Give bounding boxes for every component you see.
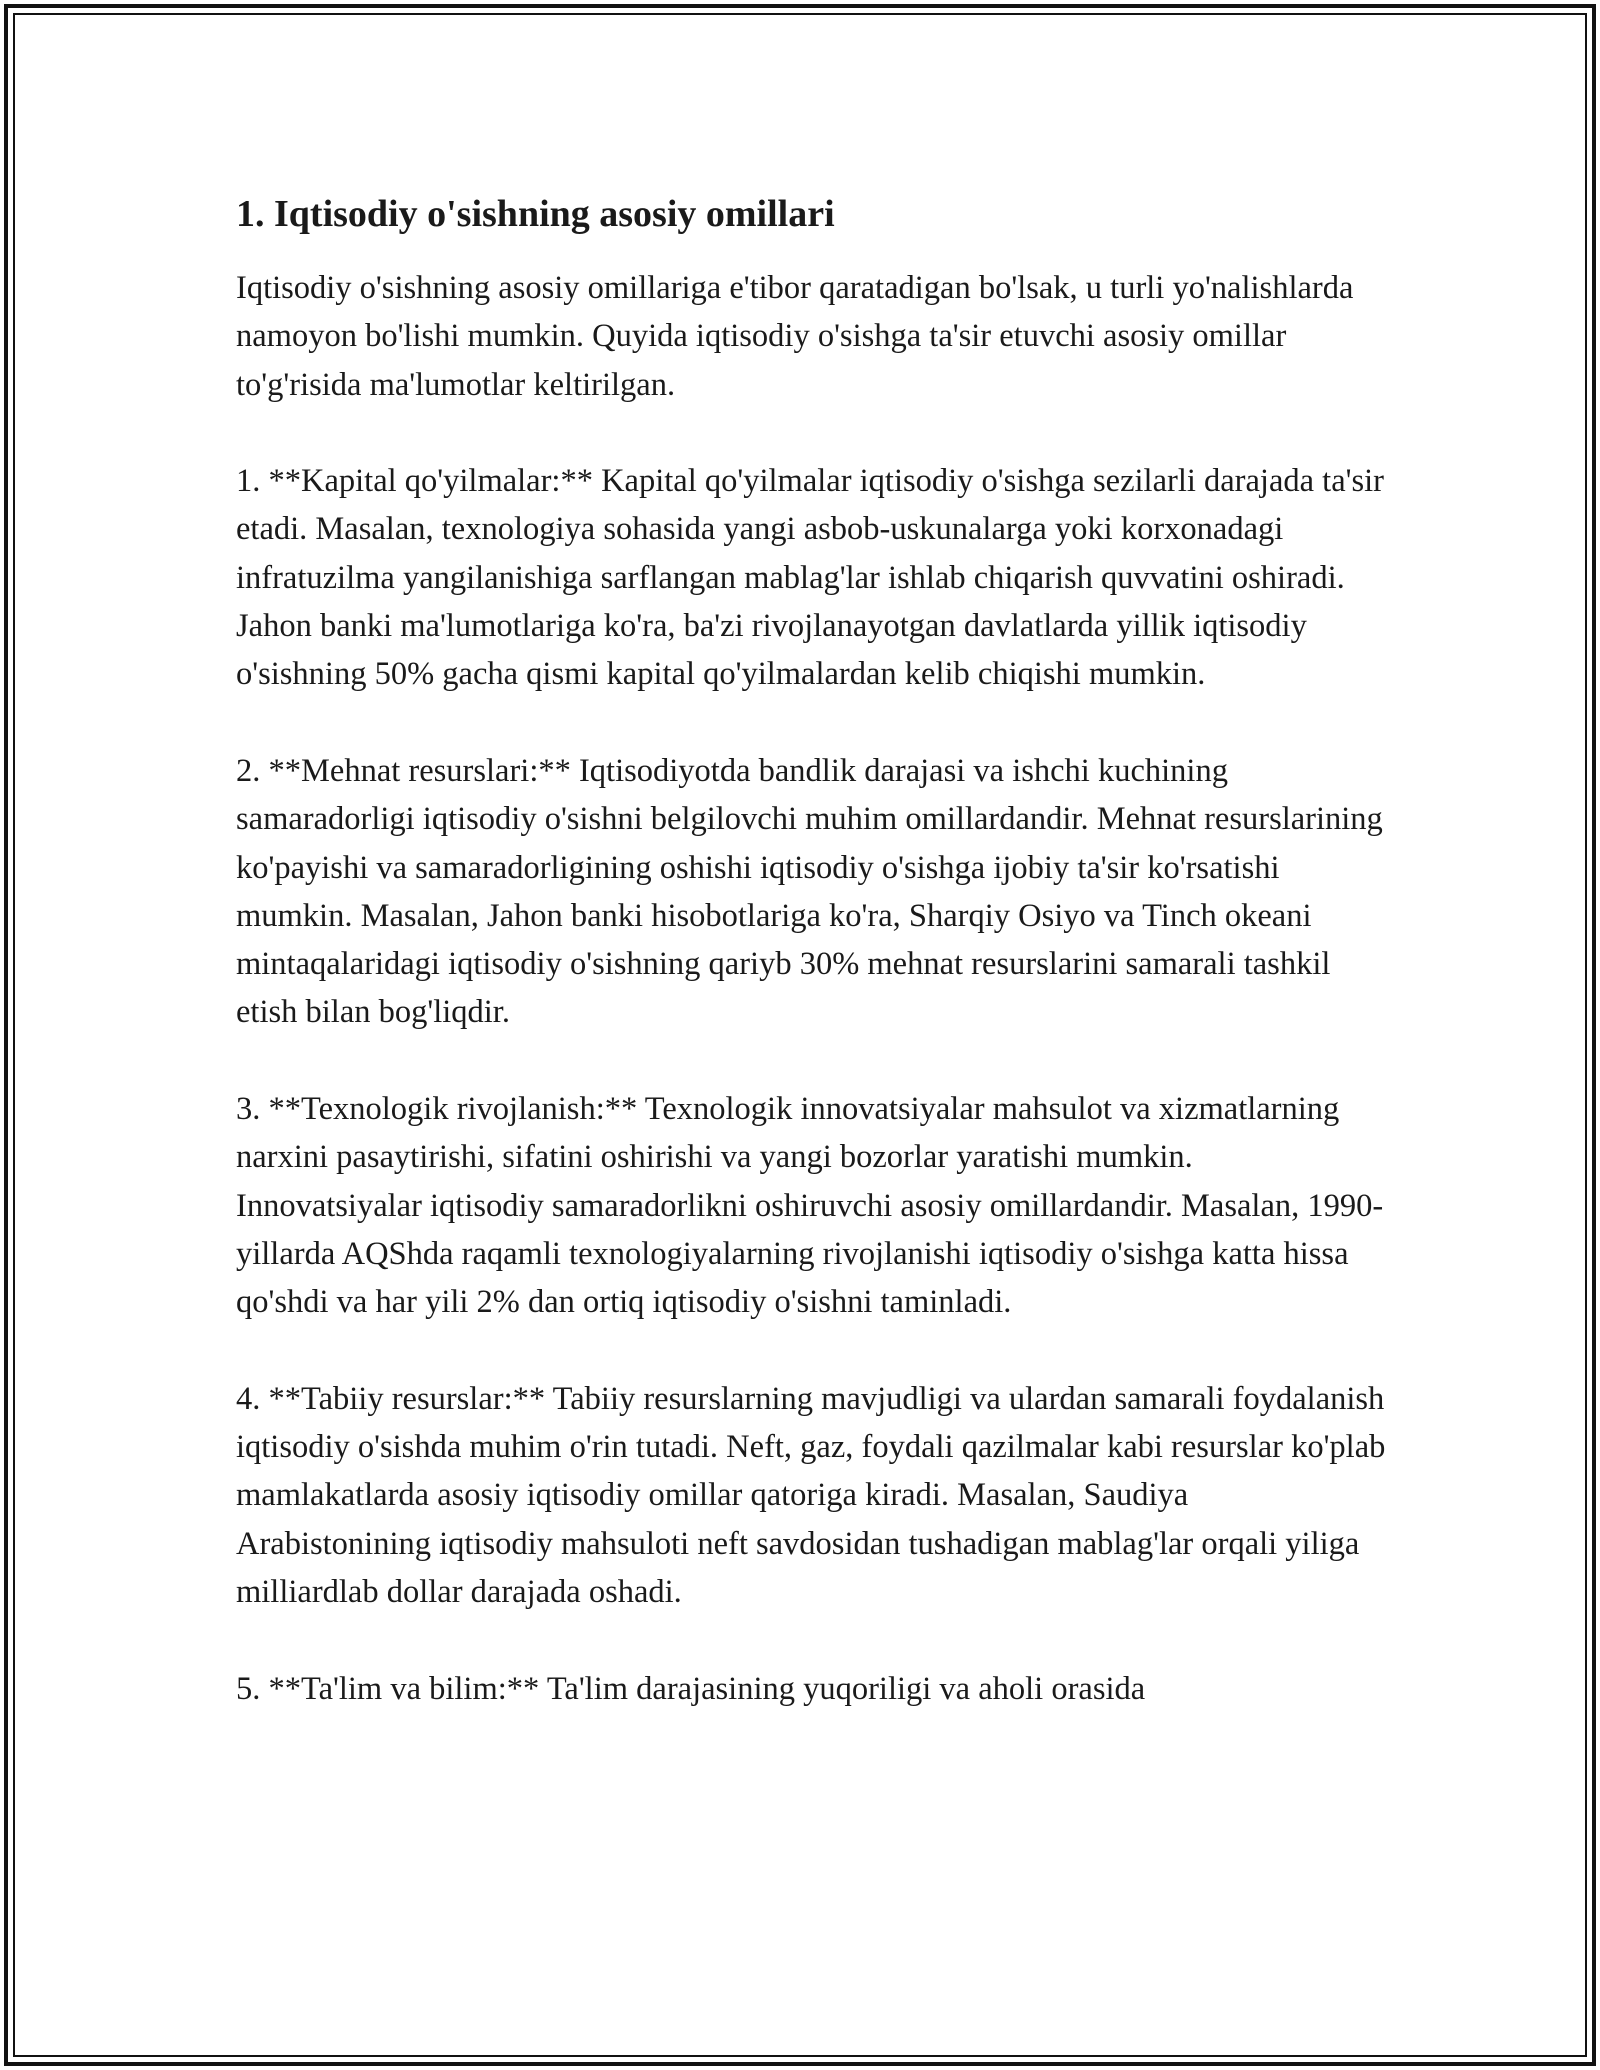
- paragraph-labor-resources: 2. **Mehnat resurslari:** Iqtisodiyotda bandlik darajasi va ishchi kuchining samaradorligi iqtisodiy o'sishni belgilovchi muhim omillardandir. Mehnat resurslarining ko'payishi va samaradorligining oshishi iqtisodiy o'sishga ijobiy ta'sir ko'rsatishi mumkin. Masalan, Jahon banki hisobotlariga ko'ra, Sharqiy Osiyo va Tinch okeani mintaqalaridagi iqtisodiy o'sishning qariyb 30% mehnat resurslarini samarali tashkil etish bilan bog'liqdir.: [236, 752, 1383, 1031]
- document-body: [236, 188, 1386, 1713]
- paragraph-technological-development: 3. **Texnologik rivojlanish:** Texnologik innovatsiyalar mahsulot va xizmatlarning narxini pasaytirishi, sifatini oshirishi va yangi bozorlar yaratishi mumkin. Innovatsiyalar iqtisodiy samaradorlikni oshiruvchi asosiy omillardandir. Masalan, 1990-yillarda AQShda raqamli texnologiyalarning rivojlanishi iqtisodiy o'sishga katta hissa qo'shdi va har yili 2% dan ortiq iqtisodiy o'sishni taminladi.: [236, 1091, 1384, 1321]
- intro-paragraph: Iqtisodiy o'sishning asosiy omillariga e'tibor qaratadigan bo'lsak, u turli yo'nalishlarda namoyon bo'lishi mumkin. Quyida iqtisodiy o'sishga ta'sir etuvchi asosiy omillar to'g'risida ma'lumotlar keltirilgan.: [236, 270, 1354, 403]
- paragraph-natural-resources: 4. **Tabiiy resurslar:** Tabiiy resurslarning mavjudligi va ulardan samarali foydalanish iqtisodiy o'sishda muhim o'rin tutadi. Neft, gaz, foydali qazilmalar kabi resurslar ko'plab mamlakatlarda asosiy iqtisodiy omillar qatoriga kiradi. Masalan, Saudiya Arabistonining iqtisodiy mahsuloti neft savdosidan tushadigan mablag'lar orqali yiliga milliardlab dollar darajada oshadi.: [236, 1380, 1386, 1611]
- paragraph-capital-investment: 1. **Kapital qo'yilmalar:** Kapital qo'yilmalar iqtisodiy o'sishga sezilarli darajada ta'sir etadi. Masalan, texnologiya sohasida yangi asbob-uskunalarga yoki korxonadagi infratuzilma yangilanishiga sarflangan mablag'lar ishlab chiqarish quvvatini oshiradi. Jahon banki ma'lumotlariga ko'ra, ba'zi rivojlanayotgan davlatlarda yillik iqtisodiy o'sishning 50% gacha qismi kapital qo'yilmalardan kelib chiqishi mumkin.: [236, 463, 1384, 693]
- paragraph-education: 5. **Ta'lim va bilim:** Ta'lim darajasining yuqoriligi va aholi orasida: [236, 1670, 1146, 1707]
- section-heading: 1. Iqtisodiy o'sishning asosiy omillari: [236, 193, 835, 235]
